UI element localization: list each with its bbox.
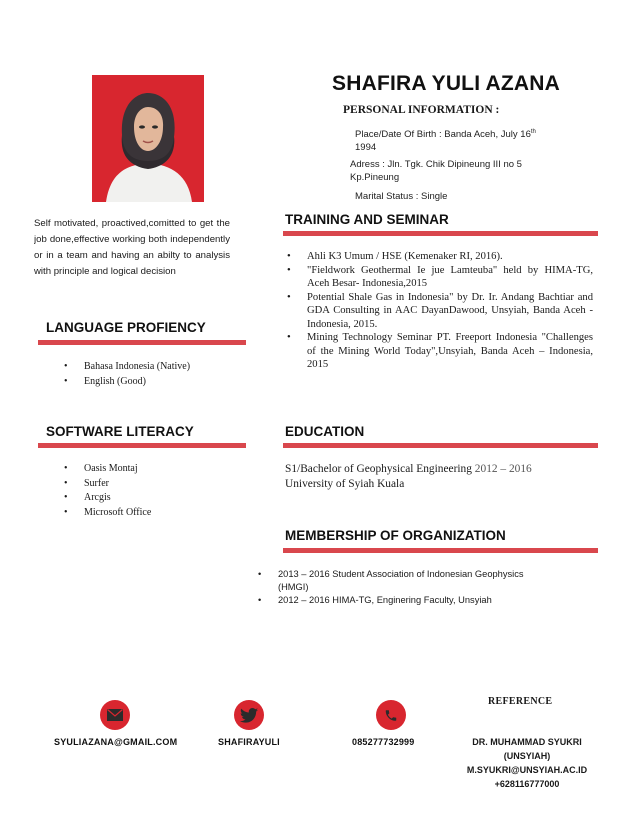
training-item: • Potential Shale Gas in Indonesia" by Dr. Ir. Andang Bachtiar and GDA Consulting in AAC DayanDawood, Unsyiah, Banda Aceh - Indonesia, 2015. xyxy=(287,291,593,332)
software-list xyxy=(64,462,244,520)
reference-phone[interactable]: +628116777000 xyxy=(494,779,560,789)
profile-summary: Self motivated, proactived,comitted to get the job done,effective working both independently or in a team and having an abilty to analysis with principle and logical decision xyxy=(34,218,230,276)
candidate-name: SHAFIRA YULI AZANA xyxy=(332,72,560,95)
training-item: • "Fieldwork Geothermal Ie jue Lamteuba" held by HIMA-TG, Aceh Besar- Indonesia,2015 xyxy=(287,264,593,291)
phone-handset-icon[interactable] xyxy=(376,700,406,730)
education-degree: S1/Bachelor of Geophysical Engineering xyxy=(285,463,475,475)
twitter-bird-icon-glyph xyxy=(240,708,258,723)
education-entry xyxy=(285,462,595,492)
language-divider xyxy=(38,340,246,345)
reference-org: (UNSYIAH) xyxy=(503,751,551,761)
profile-photo xyxy=(92,75,204,202)
twitter-bird-icon[interactable] xyxy=(234,700,264,730)
profile-photo-illustration xyxy=(92,75,204,202)
envelope-icon[interactable] xyxy=(100,700,130,730)
reference-details xyxy=(452,735,602,791)
twitter-contact[interactable]: SHAFIRAYULI xyxy=(218,737,280,747)
software-item: • Surfer xyxy=(64,477,244,492)
training-list xyxy=(287,250,593,372)
phone-contact[interactable]: 085277732999 xyxy=(352,737,415,747)
language-list xyxy=(64,360,244,389)
email-contact[interactable]: SYULIAZANA@GMAIL.COM xyxy=(54,737,178,747)
software-heading: SOFTWARE LITERACY xyxy=(46,424,194,439)
birth-year: 1994 xyxy=(355,142,377,154)
software-divider xyxy=(38,443,246,448)
membership-item: • 2013 – 2016 Student Association of Indonesian Geophysics (HMGI) xyxy=(258,568,548,594)
marital-status: Marital Status : Single xyxy=(355,191,448,202)
education-divider xyxy=(283,443,598,448)
envelope-icon-glyph xyxy=(107,709,123,721)
training-item: • Mining Technology Seminar PT. Freeport Indonesia "Challenges of the Mining World Today",Unsyiah, Banda Aceh – Indonesia, 2015 xyxy=(287,331,593,372)
training-item: • Ahli K3 Umum / HSE (Kemenaker RI, 2016). xyxy=(287,250,593,264)
address-line-2: Kp.Pineung xyxy=(350,172,400,183)
language-item: • English (Good) xyxy=(64,375,244,390)
training-heading: TRAINING AND SEMINAR xyxy=(285,212,449,227)
training-divider xyxy=(283,231,598,236)
education-heading: EDUCATION xyxy=(285,424,365,439)
membership-heading: MEMBERSHIP OF ORGANIZATION xyxy=(285,528,506,543)
reference-name: DR. MUHAMMAD SYUKRI xyxy=(472,737,582,747)
birth-text: Place/Date Of Birth : Banda Aceh, July 16 xyxy=(355,129,531,141)
education-years: 2012 – 2016 xyxy=(474,463,532,475)
education-school: University of Syiah Kuala xyxy=(285,478,405,490)
reference-email[interactable]: M.SYUKRI@UNSYIAH.AC.ID xyxy=(466,765,588,775)
address-line-1: Adress : Jln. Tgk. Chik Dipineung III no 5 xyxy=(350,159,522,170)
membership-divider xyxy=(283,548,598,553)
phone-handset-icon-glyph xyxy=(384,708,398,723)
birth-info xyxy=(355,126,536,154)
language-item: • Bahasa Indonesia (Native) xyxy=(64,360,244,375)
membership-item: • 2012 – 2016 HIMA-TG, Enginering Faculty, Unsyiah xyxy=(258,594,548,607)
software-item: • Arcgis xyxy=(64,491,244,506)
language-heading: LANGUAGE PROFIENCY xyxy=(46,320,206,335)
membership-list xyxy=(258,568,548,607)
software-item: • Microsoft Office xyxy=(64,506,244,521)
birth-sup: th xyxy=(530,129,536,135)
personal-info-heading: PERSONAL INFORMATION : xyxy=(343,104,500,116)
address-info xyxy=(350,158,522,184)
software-item: • Oasis Montaj xyxy=(64,462,244,477)
reference-heading: REFERENCE xyxy=(488,696,553,707)
